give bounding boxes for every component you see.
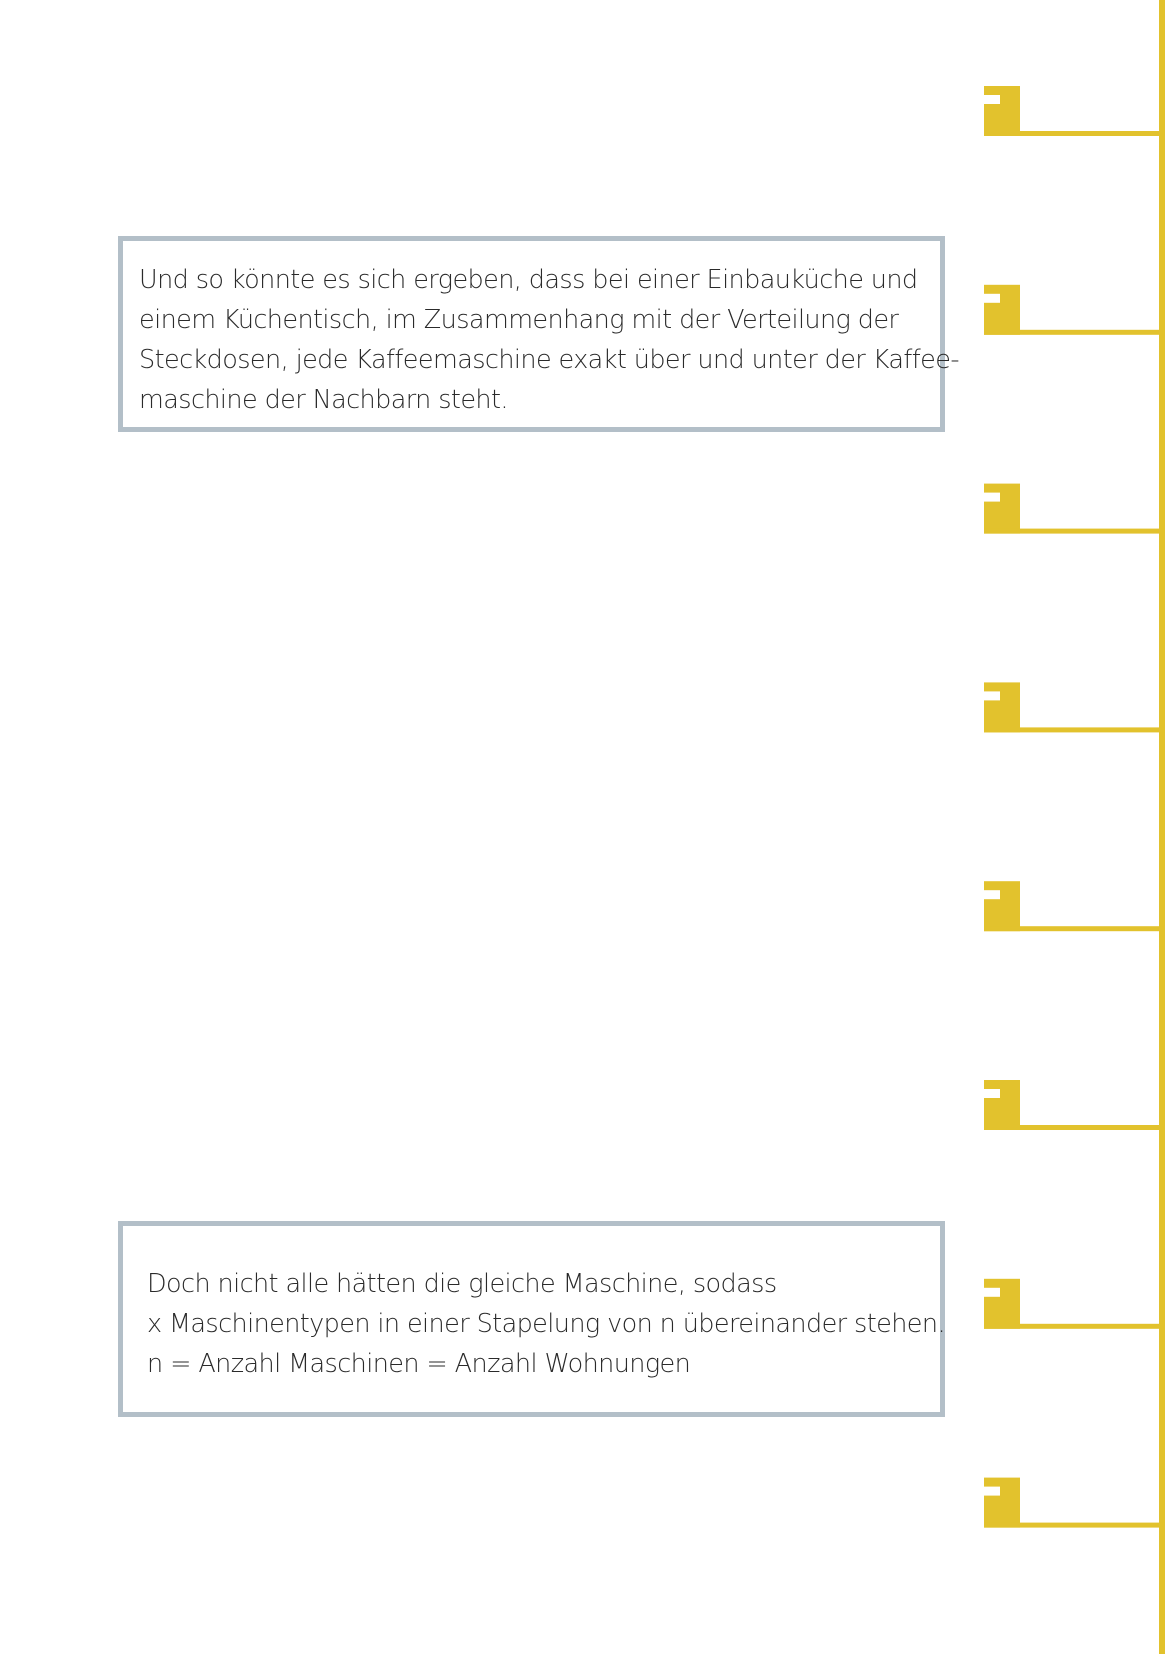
coffee-machine-icon bbox=[984, 484, 1164, 534]
text-line: n = Anzahl Maschinen = Anzahl Wohnungen bbox=[147, 1349, 691, 1379]
coffee-machine-icon bbox=[984, 285, 1164, 335]
text-line: einem Küchentisch, im Zusammenhang mit der Verteilung der bbox=[139, 305, 899, 335]
text-line: x Maschinentypen in einer Stapelung von n übereinander stehen. bbox=[147, 1309, 945, 1339]
coffee-machine-icon bbox=[984, 1279, 1164, 1329]
text-line: Steckdosen, jede Kaffeemaschine exakt über und unter der Kaffee- bbox=[139, 345, 959, 375]
vertical-stack-line bbox=[1159, 0, 1165, 1654]
text-line: Und so könnte es sich ergeben, dass bei einer Einbauküche und bbox=[139, 265, 918, 295]
coffee-machine-icon bbox=[984, 1080, 1164, 1130]
text-line: maschine der Nachbarn steht. bbox=[139, 385, 508, 415]
coffee-machine-icon bbox=[984, 682, 1164, 732]
text-line: Doch nicht alle hätten die gleiche Maschine, sodass bbox=[147, 1269, 777, 1299]
coffee-machine-icon bbox=[984, 1478, 1164, 1528]
machine-stack bbox=[984, 86, 1164, 1528]
coffee-machine-icon bbox=[984, 881, 1164, 931]
coffee-machine-icon bbox=[984, 86, 1164, 136]
